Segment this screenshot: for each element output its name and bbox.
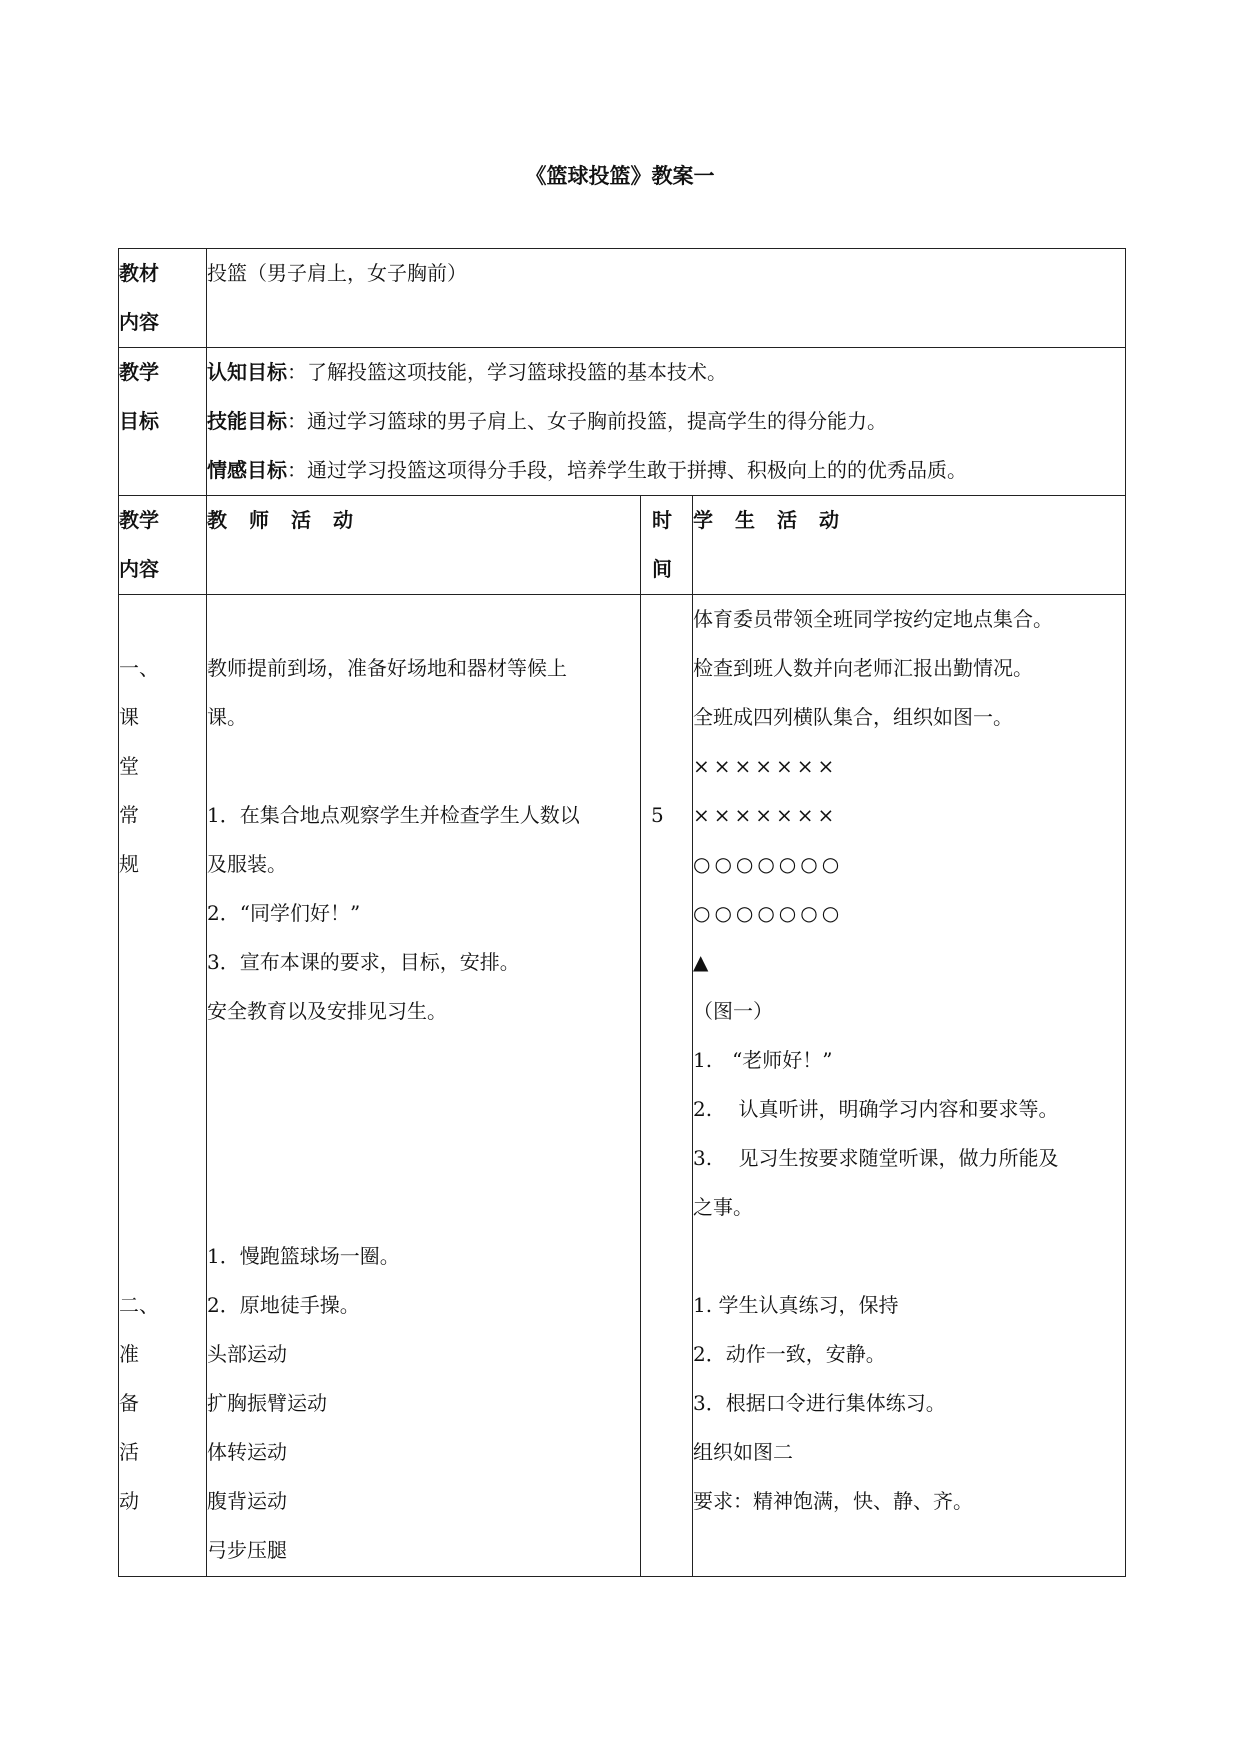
objective-cognitive-text: ：了解投篮这项技能，学习篮球投篮的基本技术。	[287, 360, 727, 384]
body-row	[119, 595, 1126, 1577]
section1-label-4: 常	[119, 803, 139, 827]
teacher-line: 课。	[207, 705, 247, 729]
header-content-cell	[119, 496, 207, 595]
teacher-line: 及服装。	[207, 852, 287, 876]
section1-label-1: 一、	[119, 656, 159, 680]
teacher-prep-line: 体转运动	[207, 1440, 287, 1464]
section1-label-5: 规	[119, 852, 139, 876]
header-teacher-cell	[207, 496, 641, 595]
header-teacher: 教师活动	[207, 508, 375, 532]
objective-cognitive-label: 认知目标	[207, 360, 287, 384]
student-activity-cell	[693, 595, 1126, 1577]
material-row	[119, 249, 1126, 348]
section1-label-3: 堂	[119, 754, 139, 778]
teacher-line: 1．在集合地点观察学生并检查学生人数以	[207, 803, 580, 827]
objectives-label-2: 目标	[119, 409, 159, 433]
objectives-label-cell	[119, 348, 207, 496]
section2-label-5: 动	[119, 1489, 139, 1513]
section1-label-2: 课	[119, 705, 139, 729]
teacher-prep-line: 腹背运动	[207, 1489, 287, 1513]
lesson-plan-table	[118, 248, 1126, 1577]
objective-skill-label: 技能目标	[207, 409, 287, 433]
student-prep-line: 组织如图二	[693, 1440, 793, 1464]
header-time-2: 间	[652, 557, 672, 581]
time-cell	[641, 595, 693, 1577]
objective-skill	[207, 397, 1125, 446]
objective-cognitive	[207, 348, 1125, 397]
time-value: 5	[651, 803, 664, 827]
objectives-cell	[207, 348, 1126, 496]
material-label-2: 内容	[119, 310, 159, 334]
formation-row: ×××××××	[693, 803, 839, 827]
teacher-activity-cell	[207, 595, 641, 1577]
teacher-line: 教师提前到场，准备好场地和器材等候上	[207, 656, 567, 680]
header-content-1: 教学	[119, 508, 159, 532]
objective-affective-label: 情感目标	[207, 458, 287, 482]
objective-affective-text: ：通过学习投篮这项得分手段，培养学生敢于拼搏、积极向上的的优秀品质。	[287, 458, 967, 482]
student-prep-line: 要求：精神饱满，快、静、齐。	[693, 1489, 973, 1513]
header-student-cell	[693, 496, 1126, 595]
student-line: 2. 认真听讲，明确学习内容和要求等。	[693, 1097, 1059, 1121]
section2-label-4: 活	[119, 1440, 139, 1464]
header-student: 学生活动	[693, 508, 861, 532]
header-time-1: 时	[652, 508, 672, 532]
objective-affective	[207, 446, 1125, 495]
figure-caption: （图一）	[693, 999, 773, 1023]
student-prep-line: 2．动作一致，安静。	[693, 1342, 886, 1366]
material-label-cell	[119, 249, 207, 348]
header-row	[119, 496, 1126, 595]
student-line: 检查到班人数并向老师汇报出勤情况。	[693, 656, 1033, 680]
teacher-line: 3．宣布本课的要求，目标，安排。	[207, 950, 520, 974]
objectives-label-1: 教学	[119, 360, 159, 384]
student-line: 体育委员带领全班同学按约定地点集合。	[693, 607, 1053, 631]
student-line: 之事。	[693, 1195, 753, 1219]
formation-row: ×××××××	[693, 754, 839, 778]
section2-label-1: 二、	[119, 1293, 159, 1317]
section2-label-3: 备	[119, 1391, 139, 1415]
teacher-prep-line: 1．慢跑篮球场一圈。	[207, 1244, 400, 1268]
material-text: 投篮（男子肩上，女子胸前）	[207, 261, 467, 285]
student-prep-line: 1. 学生认真练习，保持	[693, 1293, 899, 1317]
teacher-prep-line: 弓步压腿	[207, 1538, 287, 1562]
material-text-cell	[207, 249, 1126, 348]
student-line: 全班成四列横队集合，组织如图一。	[693, 705, 1013, 729]
section2-label-2: 准	[119, 1342, 139, 1366]
teacher-position-marker: ▲	[693, 950, 709, 974]
student-line: 1. “老师好！”	[693, 1048, 833, 1072]
formation-row: ○○○○○○○	[693, 852, 844, 876]
page-title: 《篮球投篮》教案一	[525, 164, 715, 188]
objective-skill-text: ：通过学习篮球的男子肩上、女子胸前投篮，提高学生的得分能力。	[287, 409, 887, 433]
student-prep-line: 3．根据口令进行集体练习。	[693, 1391, 946, 1415]
teacher-prep-line: 2．原地徒手操。	[207, 1293, 360, 1317]
teacher-line	[207, 742, 640, 791]
teacher-prep-line: 扩胸振臂运动	[207, 1391, 327, 1415]
teacher-line: 2．“同学们好！”	[207, 901, 361, 925]
formation-row: ○○○○○○○	[693, 901, 844, 925]
section-label-cell	[119, 595, 207, 1577]
teacher-prep-line: 头部运动	[207, 1342, 287, 1366]
material-label-1: 教材	[119, 261, 159, 285]
objectives-row	[119, 348, 1126, 496]
student-line: 3. 见习生按要求随堂听课，做力所能及	[693, 1146, 1059, 1170]
teacher-line: 安全教育以及安排见习生。	[207, 999, 447, 1023]
header-time-cell	[641, 496, 693, 595]
header-content-2: 内容	[119, 557, 159, 581]
